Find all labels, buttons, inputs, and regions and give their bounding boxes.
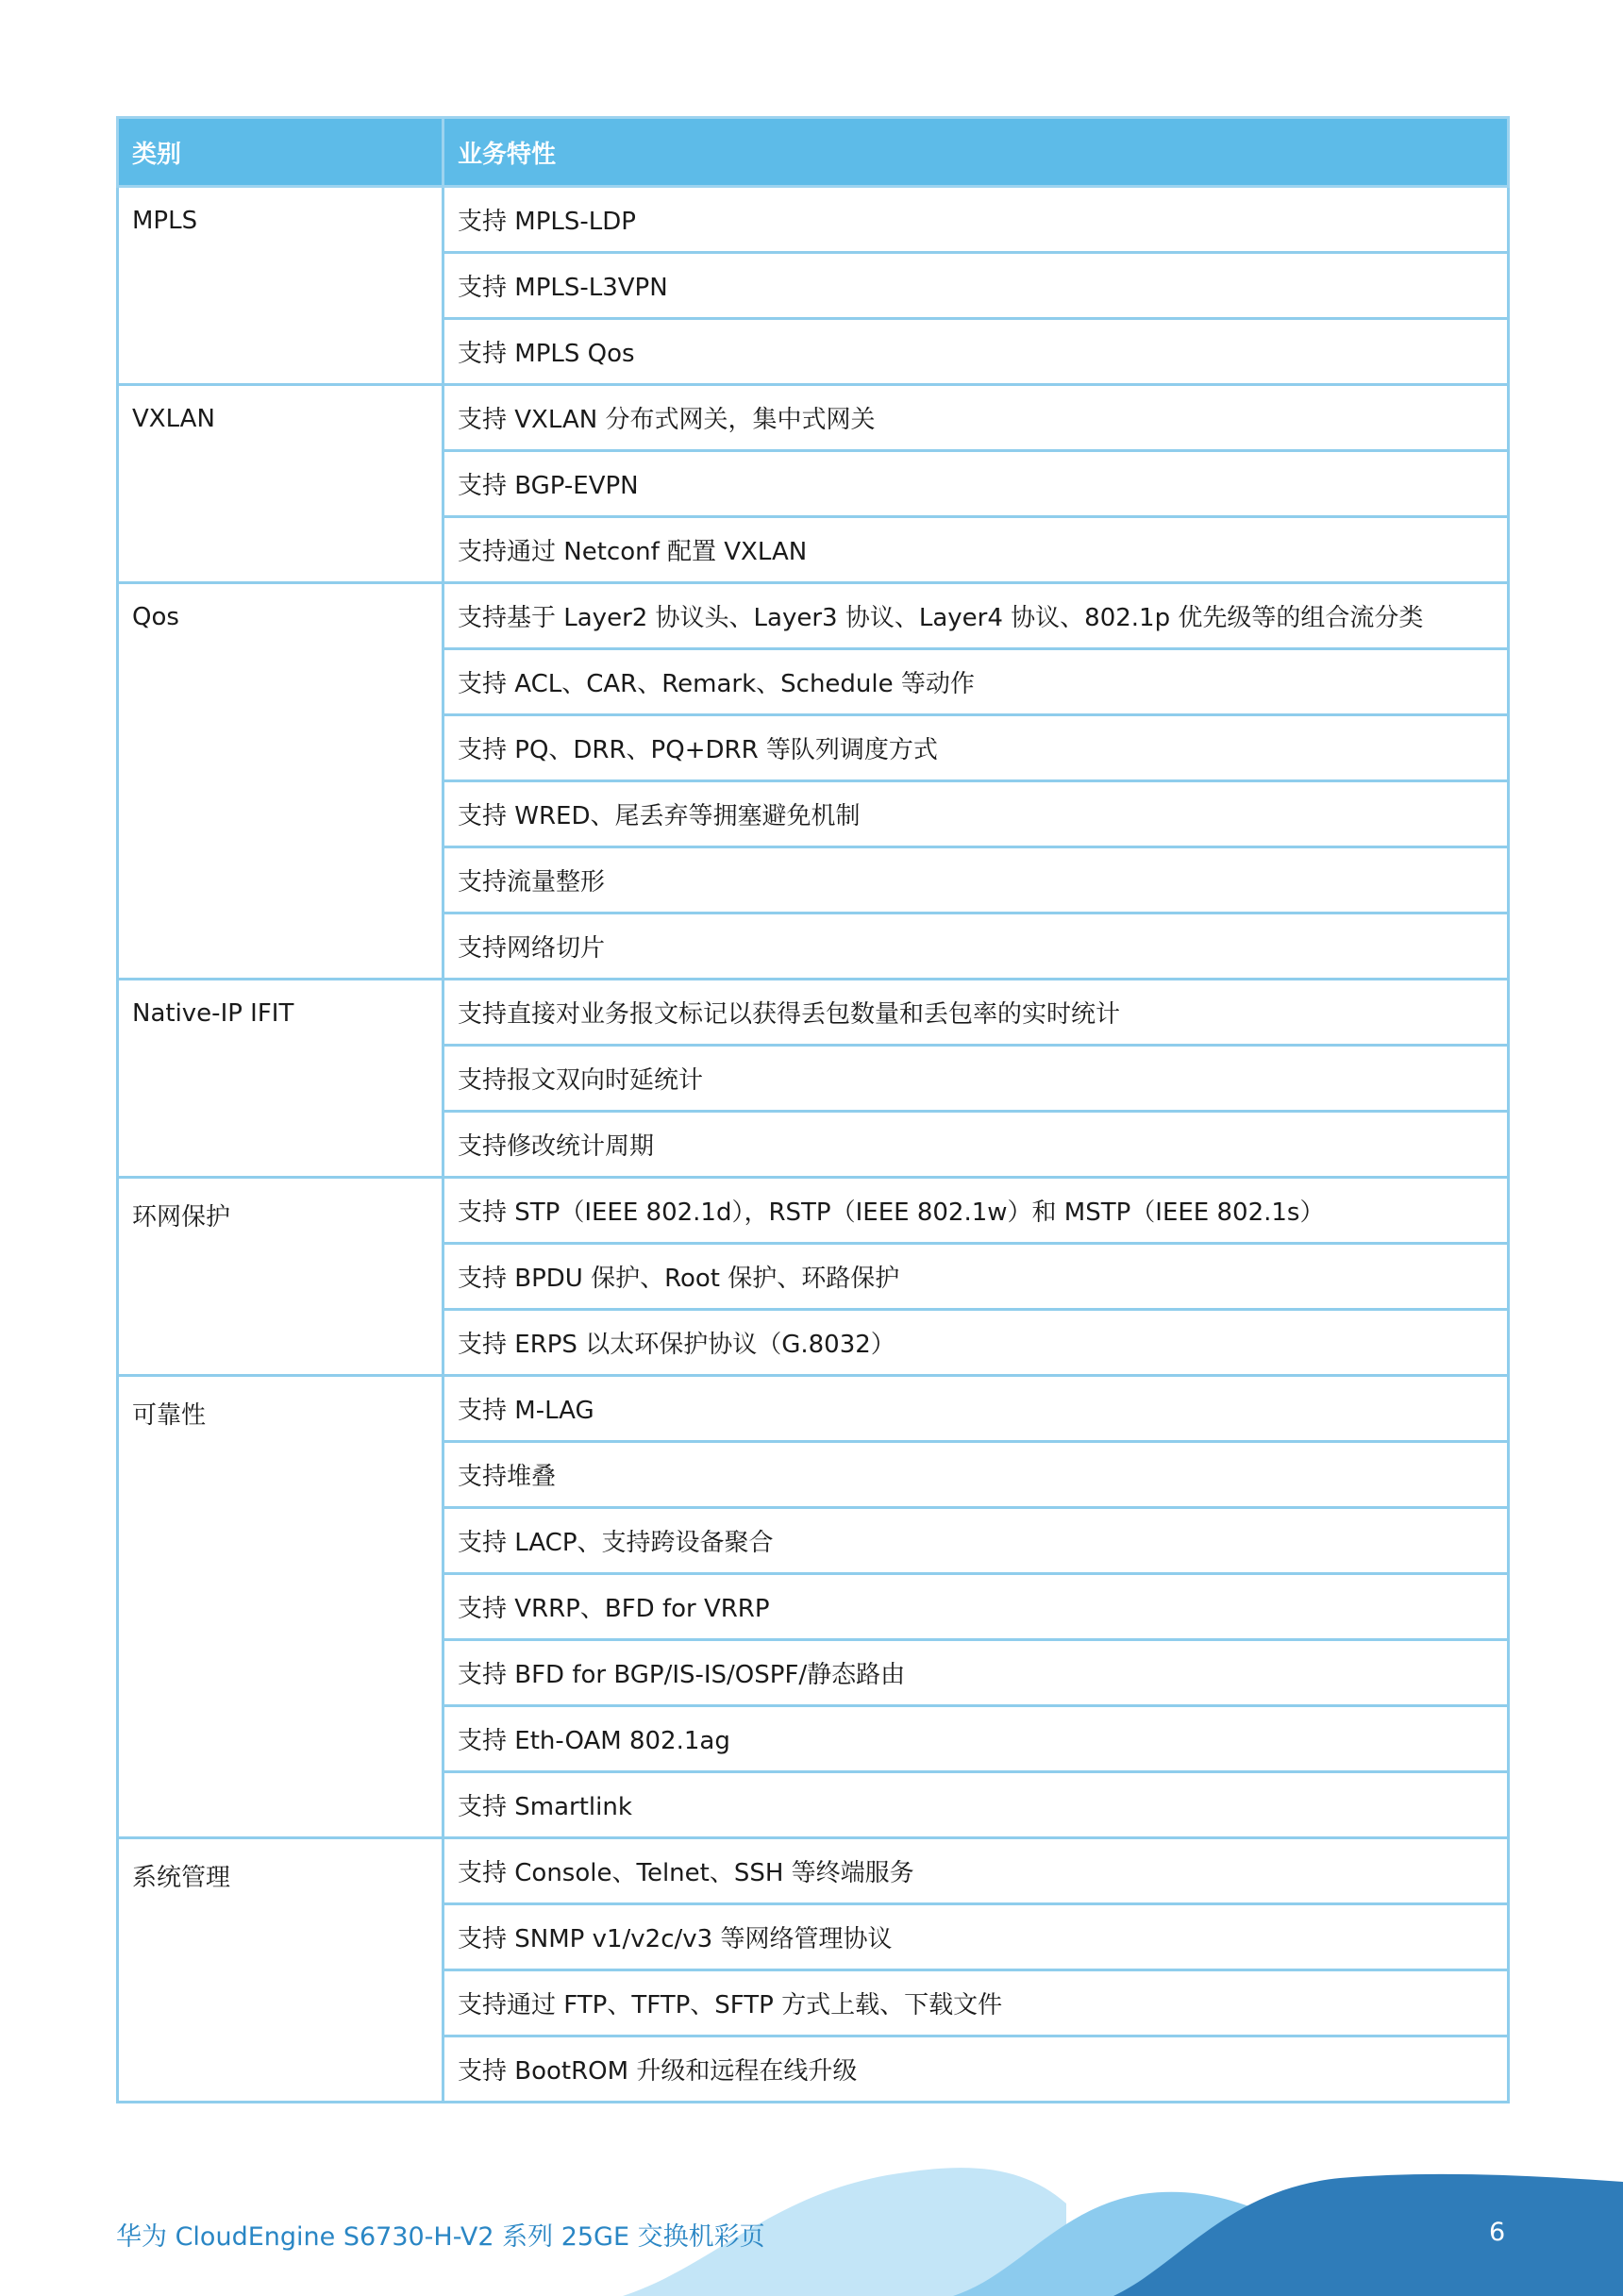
feature-cell: 支持报文双向时延统计 xyxy=(443,1046,1509,1112)
feature-cell: 支持网络切片 xyxy=(443,913,1509,980)
feature-cell: 支持 VRRP、BFD for VRRP xyxy=(443,1574,1509,1640)
header-feature: 业务特性 xyxy=(443,118,1509,187)
feature-cell: 支持 MPLS-L3VPN xyxy=(443,253,1509,319)
feature-cell: 支持 PQ、DRR、PQ+DRR 等队列调度方式 xyxy=(443,715,1509,781)
table-row xyxy=(118,1178,1509,1244)
feature-cell: 支持 VXLAN 分布式网关，集中式网关 xyxy=(443,385,1509,451)
feature-cell: 支持通过 Netconf 配置 VXLAN xyxy=(443,517,1509,583)
feature-cell: 支持 MPLS Qos xyxy=(443,319,1509,385)
table-header-row xyxy=(118,118,1509,187)
feature-cell: 支持 Eth-OAM 802.1ag xyxy=(443,1706,1509,1772)
header-category: 类别 xyxy=(118,118,443,187)
feature-cell: 支持通过 FTP、TFTP、SFTP 方式上载、下载文件 xyxy=(443,1970,1509,2036)
feature-cell: 支持 BootROM 升级和远程在线升级 xyxy=(443,2036,1509,2103)
feature-cell: 支持 SNMP v1/v2c/v3 等网络管理协议 xyxy=(443,1904,1509,1970)
feature-cell: 支持 BPDU 保护、Root 保护、环路保护 xyxy=(443,1244,1509,1310)
page-number: 6 xyxy=(1489,2218,1506,2247)
feature-cell: 支持 ACL、CAR、Remark、Schedule 等动作 xyxy=(443,649,1509,715)
feature-cell: 支持 LACP、支持跨设备聚合 xyxy=(443,1508,1509,1574)
feature-cell: 支持 Smartlink xyxy=(443,1772,1509,1838)
category-cell: MPLS xyxy=(118,187,443,385)
feature-cell: 支持 BGP-EVPN xyxy=(443,451,1509,517)
feature-cell: 支持堆叠 xyxy=(443,1442,1509,1508)
table-row xyxy=(118,187,1509,253)
category-cell: VXLAN xyxy=(118,385,443,583)
feature-cell: 支持基于 Layer2 协议头、Layer3 协议、Layer4 协议、802.1p 优先级等的组合流分类 xyxy=(443,583,1509,649)
category-cell: Native-IP IFIT xyxy=(118,980,443,1178)
feature-cell: 支持 ERPS 以太环保护协议（G.8032） xyxy=(443,1310,1509,1376)
category-cell: 环网保护 xyxy=(118,1178,443,1376)
table-row xyxy=(118,385,1509,451)
feature-cell: 支持修改统计周期 xyxy=(443,1112,1509,1178)
spec-table xyxy=(116,116,1510,2103)
feature-cell: 支持直接对业务报文标记以获得丢包数量和丢包率的实时统计 xyxy=(443,980,1509,1046)
feature-cell: 支持 MPLS-LDP xyxy=(443,187,1509,253)
feature-cell: 支持 Console、Telnet、SSH 等终端服务 xyxy=(443,1838,1509,1904)
feature-cell: 支持 M-LAG xyxy=(443,1376,1509,1442)
table-row xyxy=(118,1838,1509,1904)
feature-cell: 支持 STP（IEEE 802.1d），RSTP（IEEE 802.1w）和 MSTP（IEEE 802.1s） xyxy=(443,1178,1509,1244)
feature-cell: 支持 BFD for BGP/IS-IS/OSPF/静态路由 xyxy=(443,1640,1509,1706)
feature-cell: 支持流量整形 xyxy=(443,847,1509,913)
category-cell: 可靠性 xyxy=(118,1376,443,1838)
table-row xyxy=(118,583,1509,649)
table-row xyxy=(118,980,1509,1046)
category-cell: Qos xyxy=(118,583,443,980)
feature-cell: 支持 WRED、尾丢弃等拥塞避免机制 xyxy=(443,781,1509,847)
category-cell: 系统管理 xyxy=(118,1838,443,2103)
table-row xyxy=(118,1376,1509,1442)
footer-title: 华为 CloudEngine S6730-H-V2 系列 25GE 交换机彩页 xyxy=(116,2222,765,2252)
